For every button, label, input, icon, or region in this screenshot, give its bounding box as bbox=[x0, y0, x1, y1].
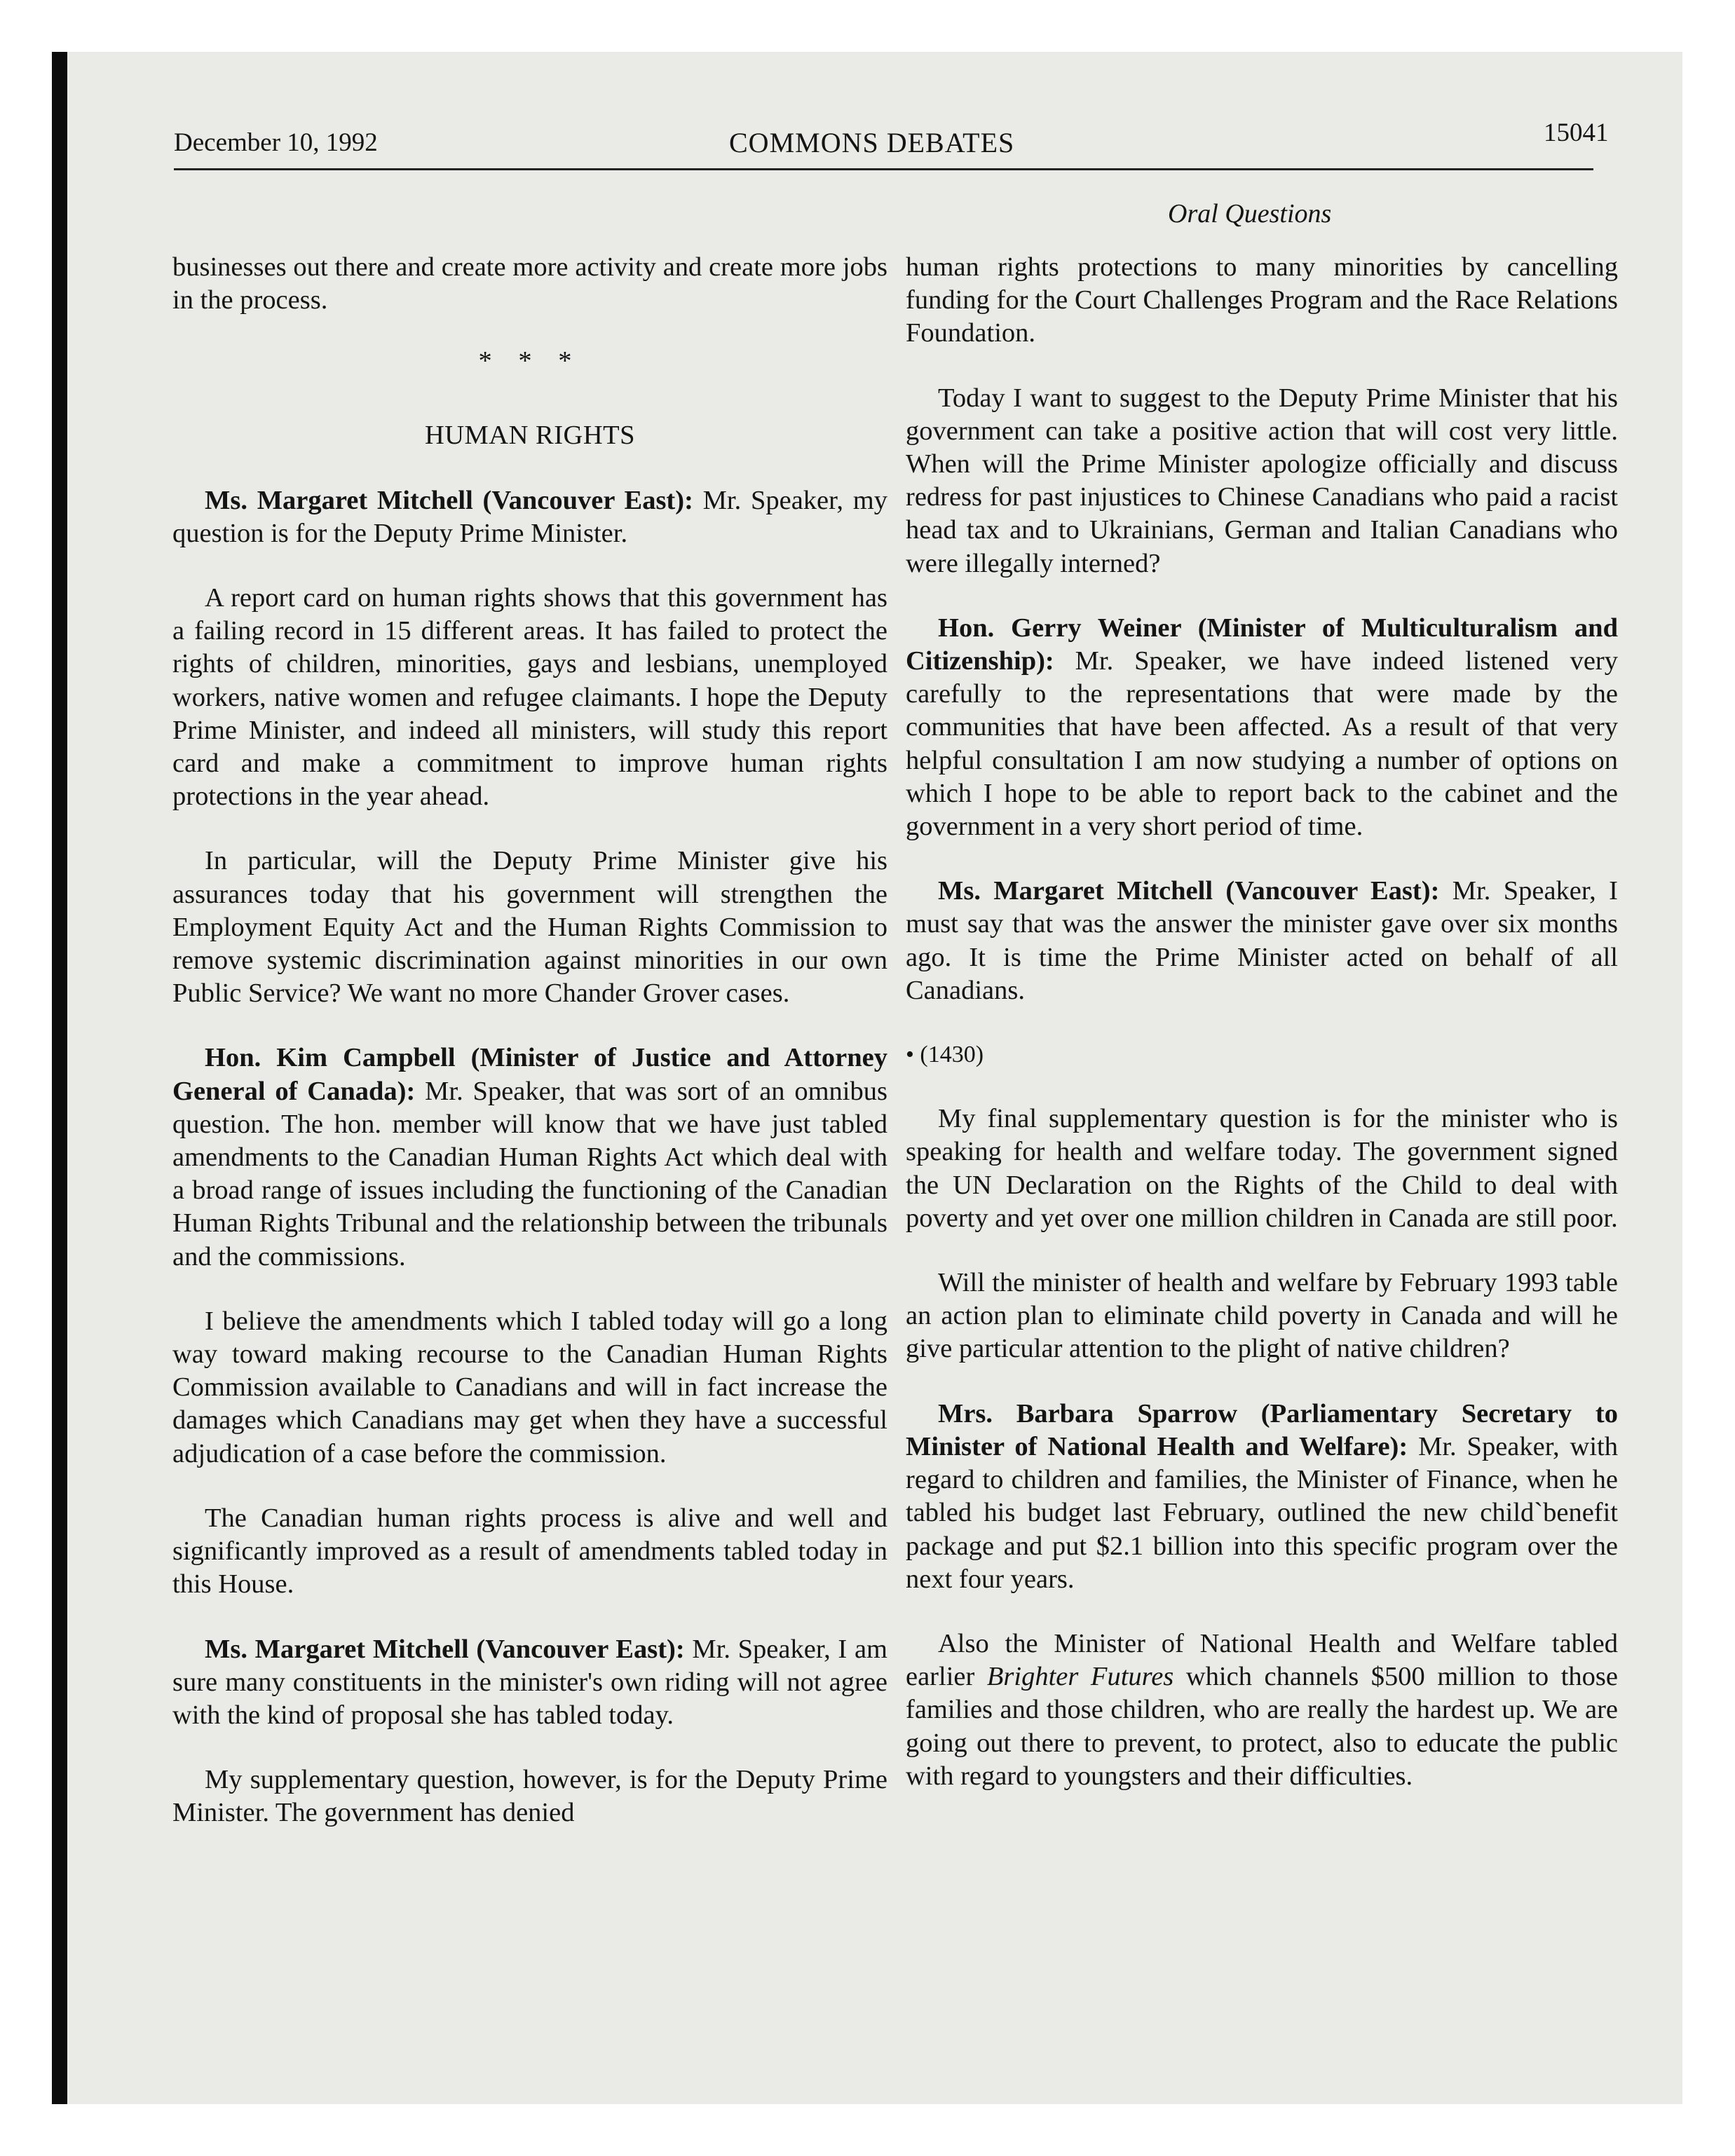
publication-title: Brighter Futures bbox=[986, 1662, 1174, 1692]
paragraph: businesses out there and create more activity and create more jobs in the process. bbox=[172, 252, 887, 315]
speaker-name: Ms. Margaret Mitchell (Vancouver East): bbox=[205, 1634, 685, 1664]
speech-paragraph bbox=[906, 1398, 1618, 1596]
speaker-name: Ms. Margaret Mitchell (Vancouver East): bbox=[205, 485, 693, 515]
speaker-name: Hon. Gerry Weiner (Minister of Multiculturalism and Citizenship): bbox=[906, 613, 1618, 676]
header-rule bbox=[174, 168, 1593, 170]
right-column bbox=[906, 251, 1618, 1793]
speech-text: Mr. Speaker, my question is for the Deputy Prime Minister. bbox=[172, 485, 887, 548]
speech-text: Mr. Speaker, with regard to children and families, the Minister of Finance, when he tabled his budget last February, outlined the new child`benefit package and put $2.1 billion into this specific program over the next four years. bbox=[906, 1431, 1618, 1594]
text-run: Also the Minister of National Health and Welfare tabled earlier bbox=[906, 1628, 1618, 1692]
speaker-name: Mrs. Barbara Sparrow (Parliamentary Secretary to Minister of National Health and Welfare): bbox=[906, 1398, 1618, 1461]
paragraph: My final supplementary question is for the minister who is speaking for health and welfare today. The government signed the UN Declaration on the Rights of the Child to deal with poverty and yet over one million children in Canada are still poor. bbox=[906, 1104, 1618, 1233]
paragraph: Will the minister of health and welfare by February 1993 table an action plan to eliminate child poverty in Canada and will he give particular attention to the plight of native children? bbox=[906, 1268, 1618, 1364]
scan-edge-bar bbox=[52, 52, 67, 2104]
text-run: which channels $500 million to those families and those children, who are really the hardest up. We are going out there to prevent, to protect, also to educate the public with regard to youngsters and their difficulties. bbox=[906, 1662, 1618, 1791]
speech-text: Mr. Speaker, that was sort of an omnibus question. The hon. member will know that we have just tabled amendments to the Canadian Human Rights Act which deal with a broad range of issues including the functioning of the Canadian Human Rights Tribunal and the relationship between the tribunals and the commissions. bbox=[172, 1076, 887, 1271]
speech-text: Mr. Speaker, we have indeed listened very carefully to the representations that were made by the communities that have been affected. As a result of that very helpful consultation I am now studying a number of options on which I hope to be able to report back to the cabinet and the government in a very short period of time. bbox=[906, 646, 1618, 842]
paragraph: My supplementary question, however, is for the Deputy Prime Minister. The government has denied bbox=[172, 1765, 887, 1828]
speech-paragraph bbox=[172, 1042, 887, 1273]
speech-paragraph bbox=[172, 1633, 887, 1733]
section-label: Oral Questions bbox=[1168, 199, 1332, 228]
section-heading: HUMAN RIGHTS bbox=[424, 421, 636, 451]
section-separator: * * * bbox=[478, 346, 582, 376]
paragraph: human rights protections to many minorities by cancelling funding for the Court Challenges Program and the Race Relations Foundation. bbox=[906, 252, 1618, 348]
speech-paragraph bbox=[172, 484, 887, 550]
header-title: COMMONS DEBATES bbox=[729, 127, 1015, 158]
header-page-number: 15041 bbox=[1544, 118, 1609, 147]
speaker-name: Hon. Kim Campbell (Minister of Justice and Attorney General of Canada): bbox=[172, 1043, 887, 1106]
paragraph: In particular, will the Deputy Prime Minister give his assurances today that his government will strengthen the Employment Equity Act and the Human Rights Commission to remove systemic discrimination against minorities in our own Public Service? We want no more Chander Grover cases. bbox=[172, 846, 887, 1009]
header-date: December 10, 1992 bbox=[174, 128, 378, 157]
speech-paragraph bbox=[906, 612, 1618, 843]
speech-paragraph bbox=[906, 875, 1618, 1007]
paragraph: A report card on human rights shows that this government has a failing record in 15 different areas. It has failed to protect the rights of children, minorities, gays and lesbians, unemployed workers, native women and refugee claimants. I hope the Deputy Prime Minister, and indeed all ministers, will study this report card and make a commitment to improve human rights protections in the year ahead. bbox=[172, 583, 887, 812]
left-column bbox=[172, 251, 887, 1830]
paragraph: I believe the amendments which I tabled today will go a long way toward making recourse to the Canadian Human Rights Commission available to Canadians and will in fact increase the damages which Canadians may get when they have a successful adjudication of a case before the commission. bbox=[172, 1306, 887, 1468]
paragraph: The Canadian human rights process is alive and well and significantly improved as a result of amendments tabled today in this House. bbox=[172, 1503, 887, 1599]
scanned-page bbox=[52, 52, 1682, 2104]
paragraph bbox=[906, 1628, 1618, 1793]
speech-text: Mr. Speaker, I must say that was the answer the minister gave over six months ago. It is time the Prime Minister acted on behalf of all Canadians. bbox=[906, 876, 1618, 1005]
speaker-name: Ms. Margaret Mitchell (Vancouver East): bbox=[938, 876, 1440, 906]
speech-text: Mr. Speaker, I am sure many constituents in the minister's own riding will not agree with the kind of proposal she has tabled today. bbox=[172, 1634, 887, 1730]
time-marker: • (1430) bbox=[906, 1042, 984, 1068]
paragraph: Today I want to suggest to the Deputy Prime Minister that his government can take a positive action that will cost very little. When will the Prime Minister apologize officially and discuss redress for past injustices to Chinese Canadians who paid a racist head tax and to Ukrainians, German and Italian Canadians who were illegally interned? bbox=[906, 383, 1618, 578]
